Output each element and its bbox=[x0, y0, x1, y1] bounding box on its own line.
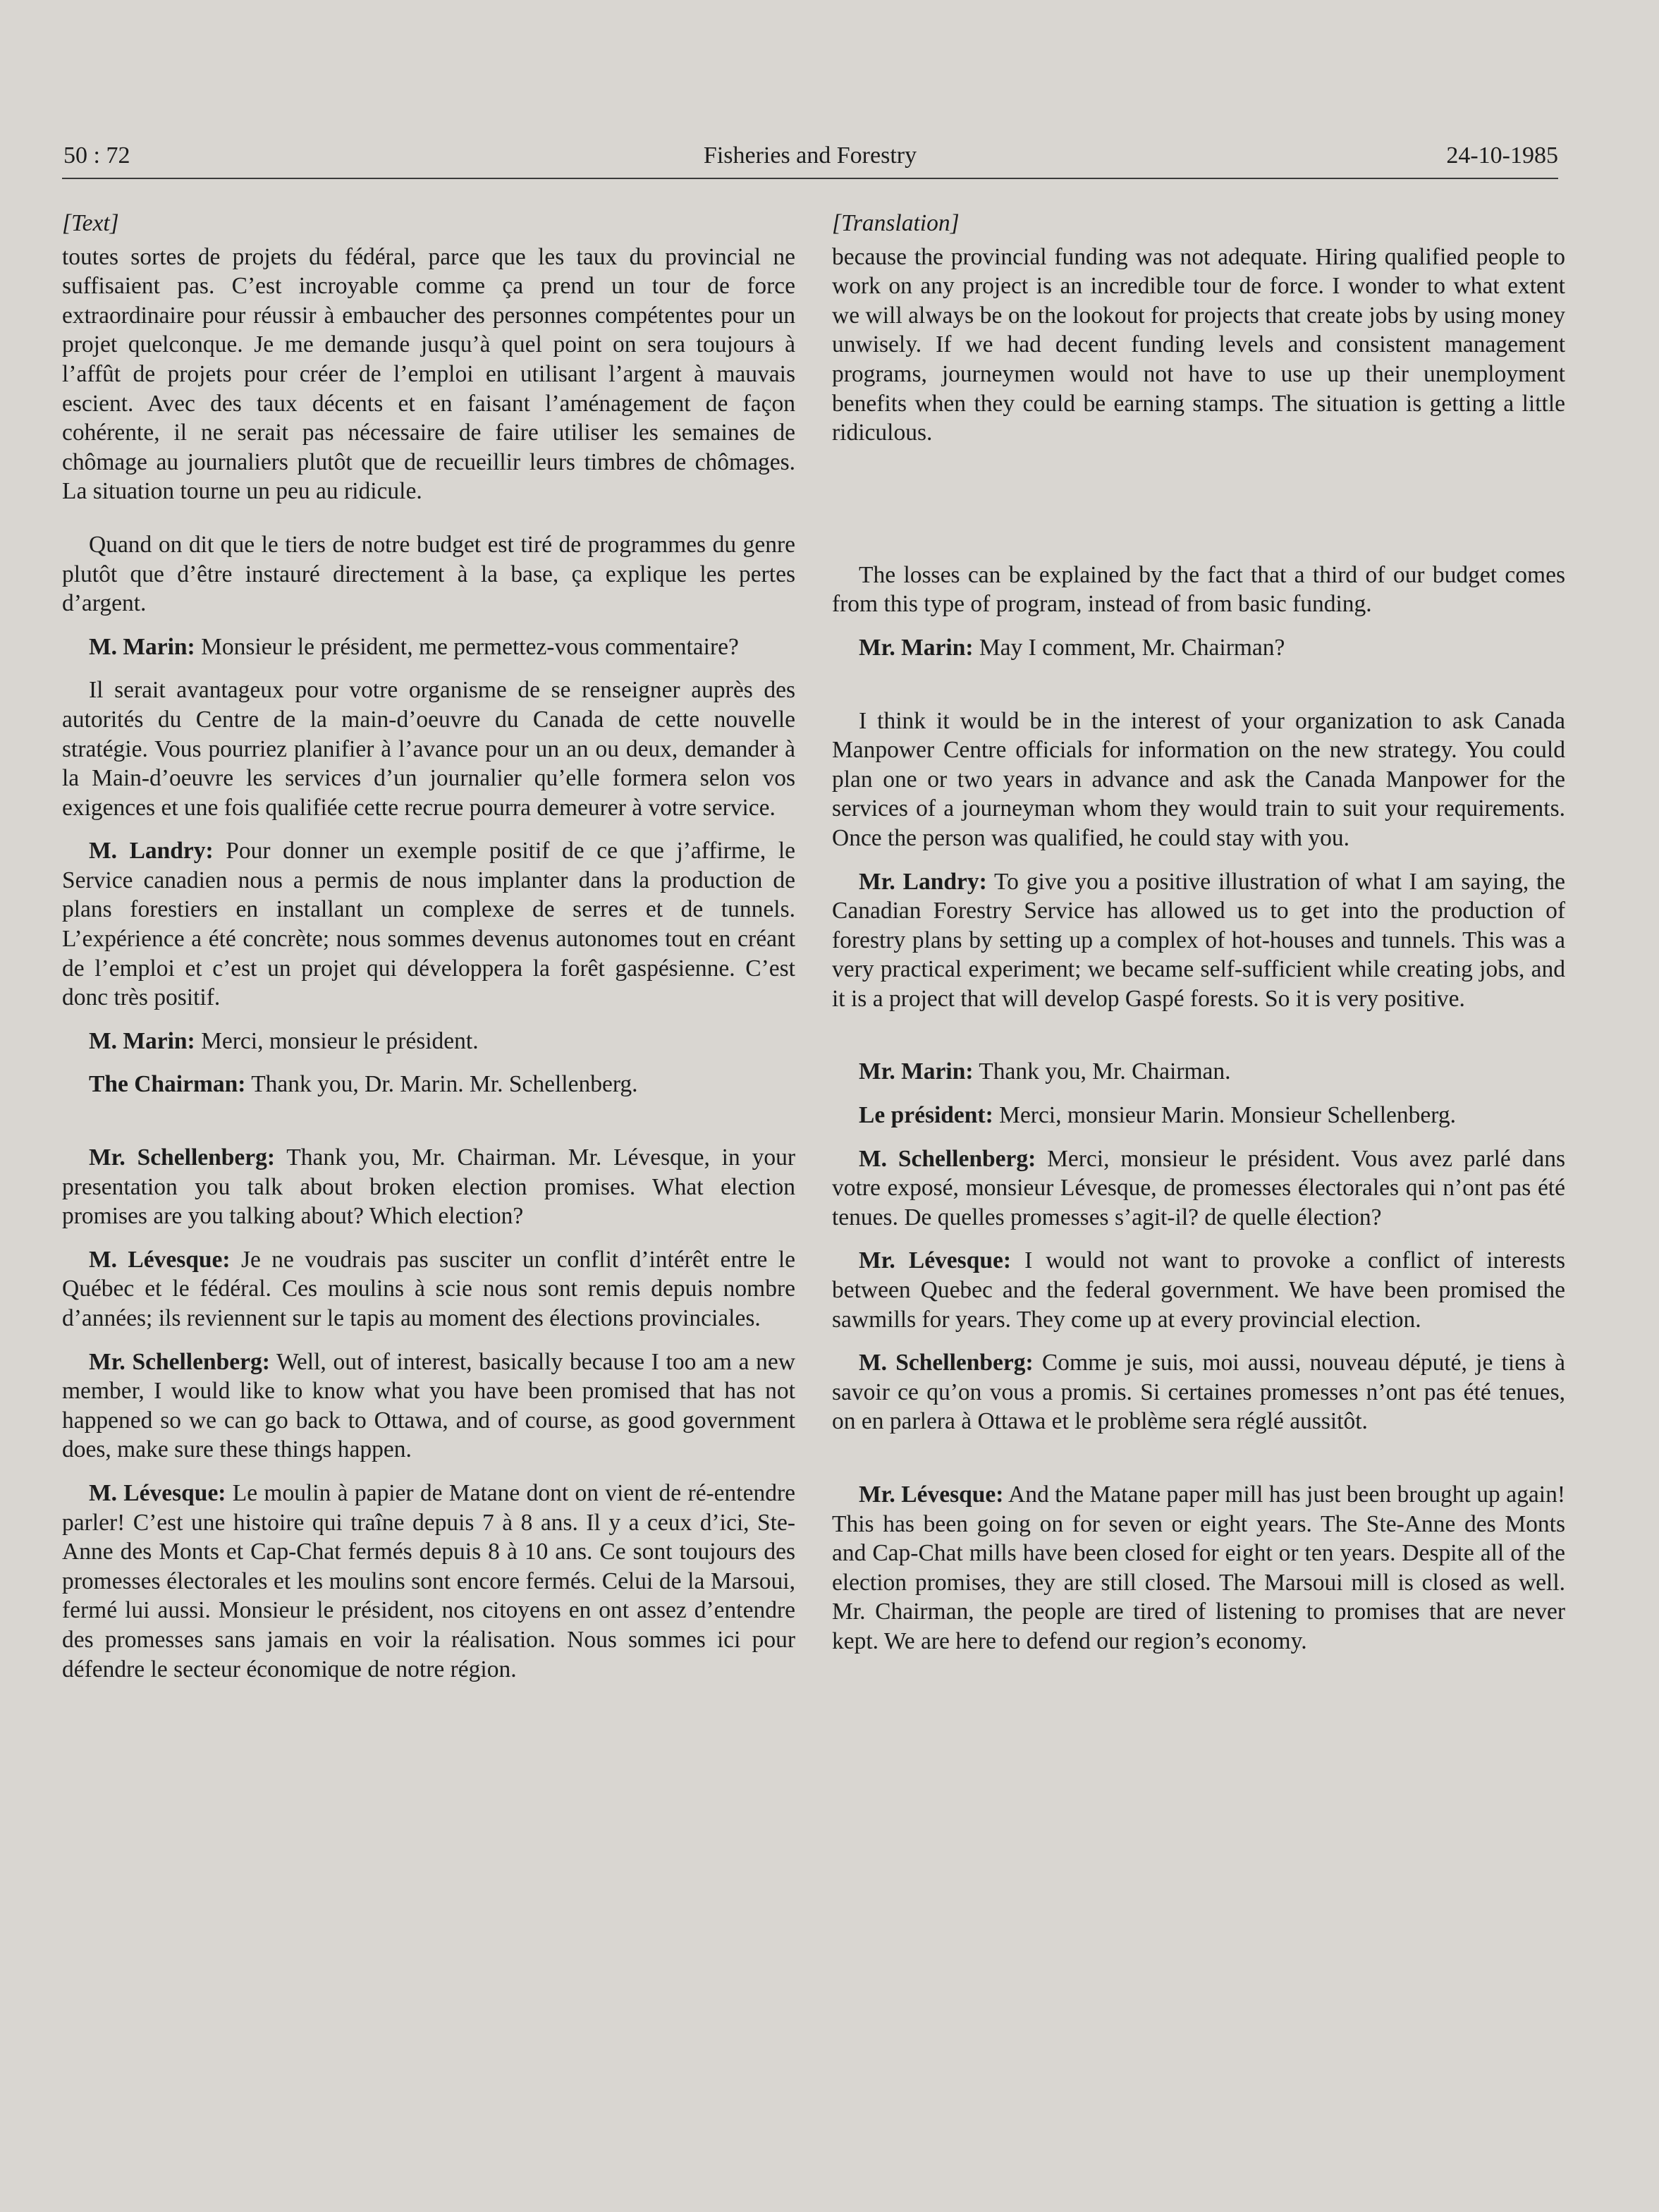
speaker-name: Mr. Marin: bbox=[859, 634, 974, 661]
paragraph bbox=[832, 1101, 1565, 1130]
speaker-name: M. Schellenberg: bbox=[859, 1145, 1036, 1172]
speech-text: To give you a positive illustration of what I am saying, the Canadian Forestry Service has allowed us to get into the production of forestry plans by setting up a complex of hot-houses and tunnels. This was a very practical experiment; we became self-sufficient while creating jobs, and it is a project that will develop Gaspé forests. So it is very positive. bbox=[832, 868, 1566, 1012]
paragraph: The losses can be explained by the fact that a third of our budget comes from this type of program, instead of from basic funding. bbox=[832, 561, 1565, 618]
speaker-name: M. Lévesque: bbox=[89, 1246, 231, 1273]
speech-text: May I comment, Mr. Chairman? bbox=[973, 634, 1285, 661]
speaker-name: Mr. Lévesque: bbox=[859, 1247, 1012, 1274]
column-label: [Text] bbox=[62, 210, 119, 236]
column-label: [Translation] bbox=[832, 210, 960, 236]
speech-text: Thank you, Dr. Marin. Mr. Schellenberg. bbox=[245, 1071, 638, 1098]
speech-text: Merci, monsieur Marin. Monsieur Schellenberg. bbox=[993, 1102, 1456, 1129]
paragraph bbox=[62, 633, 795, 662]
paragraph bbox=[832, 867, 1565, 1014]
paragraph bbox=[62, 1070, 795, 1099]
speech-text: Monsieur le président, me permettez-vous commentaire? bbox=[195, 633, 739, 660]
speaker-name: Mr. Schellenberg: bbox=[89, 1144, 276, 1171]
speech-text: Merci, monsieur le président. bbox=[195, 1027, 479, 1054]
paragraph: I think it would be in the interest of your organization to ask Canada Manpower Centre officials for information on the new strategy. You could plan one or two years in advance and ask the Canada Manpower for the services of a journeyman whom they would train to suit your requirements. Once the person was qualified, he could stay with you. bbox=[832, 707, 1565, 851]
speaker-name: M. Marin: bbox=[89, 633, 195, 660]
speech-text: Thank you, Mr. Chairman. Mr. Lévesque, in your presentation you talk about broken election promises. What election promises are you talking about? Which election? bbox=[62, 1144, 795, 1230]
speech-text: Well, out of interest, basically because I too am a new member, I would like to know what you have been promised that has not happened so we can go back to Ottawa, and of course, as good government does, make sure these things happen. bbox=[62, 1348, 795, 1463]
speech-text: I would not want to provoke a conflict of interests between Quebec and the federal government. We have been promised the sawmills for years. They come up at every provincial election. bbox=[832, 1247, 1565, 1333]
paragraph bbox=[832, 1246, 1565, 1334]
speaker-name: M. Lévesque: bbox=[89, 1479, 226, 1506]
header-date: 24-10-1985 bbox=[1446, 142, 1558, 169]
paragraph: Quand on dit que le tiers de notre budget est tiré de programmes du genre plutôt que d’être instauré directement à la base, ça explique les pertes d’argent. bbox=[62, 531, 795, 617]
paragraph bbox=[62, 836, 795, 1013]
paragraph bbox=[62, 1348, 795, 1465]
speaker-name: Le président: bbox=[859, 1102, 993, 1129]
paragraph bbox=[832, 1057, 1565, 1087]
page-number: 50 : 72 bbox=[63, 142, 130, 169]
speaker-name: Mr. Schellenberg: bbox=[89, 1348, 270, 1375]
speaker-name: Mr. Landry: bbox=[859, 868, 987, 895]
speech-text: Thank you, Mr. Chairman. bbox=[973, 1058, 1231, 1085]
paragraph: toutes sortes de projets du fédéral, parce que les taux du provincial ne suffisaient pas. C’est incroyable comme ça prend un tour de force extraordinaire pour réussir à embaucher des personnes compétentes pour un projet quelconque. Je me demande jusqu’à quel point on sera toujours à l’affût de projets pour créer de l’emploi en utilisant l’argent à mauvais escient. Avec des taux décents et en faisant l’aménagement de façon cohérente, il ne serait pas nécessaire de faire utiliser les semaines de chômage au journaliers plutôt que de recueillir leurs timbres de chômages. La situation tourne un peu au ridicule. bbox=[62, 243, 795, 505]
paragraph bbox=[62, 1143, 795, 1231]
speaker-name: Mr. Marin: bbox=[859, 1058, 974, 1085]
committee-title: Fisheries and Forestry bbox=[703, 142, 917, 169]
speaker-name: Mr. Lévesque: bbox=[859, 1481, 1004, 1508]
paragraph bbox=[62, 1245, 795, 1333]
speech-text: Le moulin à papier de Matane dont on vient de ré-entendre parler! C’est une histoire qui traîne depuis 7 à 8 ans. Il y a ceux d’ici, Ste-Anne des Monts et Cap-Chat fermés depuis 8 à 10 ans. Ce sont toujours des promesses électorales et les moulins sont encore fermés. Celui de la Marsoui, fermé lui aussi. Monsieur le président, nos citoyens en ont assez d’entendre des promesses sans jamais en voir la réalisation. Nous sommes ici pour défendre le secteur économique de notre région. bbox=[62, 1479, 795, 1682]
paragraph bbox=[832, 633, 1565, 663]
speech-text: Pour donner un exemple positif de ce que j’affirme, le Service canadien nous a permis de nous implanter dans la production de plans forestiers en installant un complexe de serres et de tunnels. L’expérience a été concrète; nous sommes devenus autonomes tout en créant de l’emploi et c’est un projet qui développera la forêt gaspésienne. C’est donc très positif. bbox=[62, 838, 796, 1011]
paragraph bbox=[62, 1027, 795, 1056]
left-column bbox=[62, 209, 795, 1684]
paragraph: because the provincial funding was not adequate. Hiring qualified people to work on any project is an incredible tour de force. I wonder to what extent we will always be on the lookout for projects that create jobs by using money unwisely. If we had decent funding levels and consistent management programs, journeymen would not have to use up their unemployment benefits when they could be earning stamps. The situation is getting a little ridiculous. bbox=[832, 243, 1565, 446]
speech-text: Comme je suis, moi aussi, nouveau député, je tiens à savoir ce qu’on vous a promis. Si certaines promesses n’ont pas été tenues, on en parlera à Ottawa et le problème sera réglé aussitôt. bbox=[832, 1350, 1565, 1435]
paragraph bbox=[62, 1479, 795, 1684]
speaker-name: M. Marin: bbox=[89, 1027, 195, 1054]
paragraph bbox=[832, 1348, 1565, 1436]
speech-text: Je ne voudrais pas susciter un conflit d’intérêt entre le Québec et le fédéral. Ces moulins à scie nous sont remis depuis nombre d’années; ils reviennent sur le tapis au moment des élections provinciales. bbox=[62, 1246, 795, 1331]
speaker-name: M. Schellenberg: bbox=[859, 1350, 1034, 1376]
paragraph: Il serait avantageux pour votre organisme de se renseigner auprès des autorités du Centre de la main-d’oeuvre du Canada de cette nouvelle stratégie. Vous pourriez planifier à l’avance pour un an ou deux, demander à la Main-d’oeuvre les services d’un journalier qu’elle formera selon vos exigences et une fois qualifiée cette recrue pourra demeurer à votre service. bbox=[62, 677, 795, 821]
speaker-name: The Chairman: bbox=[89, 1071, 246, 1098]
speech-text: And the Matane paper mill has just been brought up again! This has been going on for seven or eight years. The Ste-Anne des Monts and Cap-Chat mills have been closed for eight or ten years. Despite all of the election promises, they are still closed. The Marsoui mill is closed as well. Mr. Chairman, the people are tired of listening to promises that are never kept. We are here to defend our region’s economy. bbox=[832, 1481, 1565, 1654]
speech-text: Merci, monsieur le président. Vous avez parlé dans votre exposé, monsieur Lévesque, de promesses électorales qui n’ont pas été tenues. De quelles promesses s’agit-il? de quelle élection? bbox=[832, 1145, 1566, 1230]
speaker-name: M. Landry: bbox=[89, 838, 214, 864]
running-header bbox=[62, 138, 1558, 179]
paragraph bbox=[832, 1144, 1565, 1233]
paragraph bbox=[832, 1480, 1565, 1656]
right-column bbox=[832, 209, 1565, 1656]
